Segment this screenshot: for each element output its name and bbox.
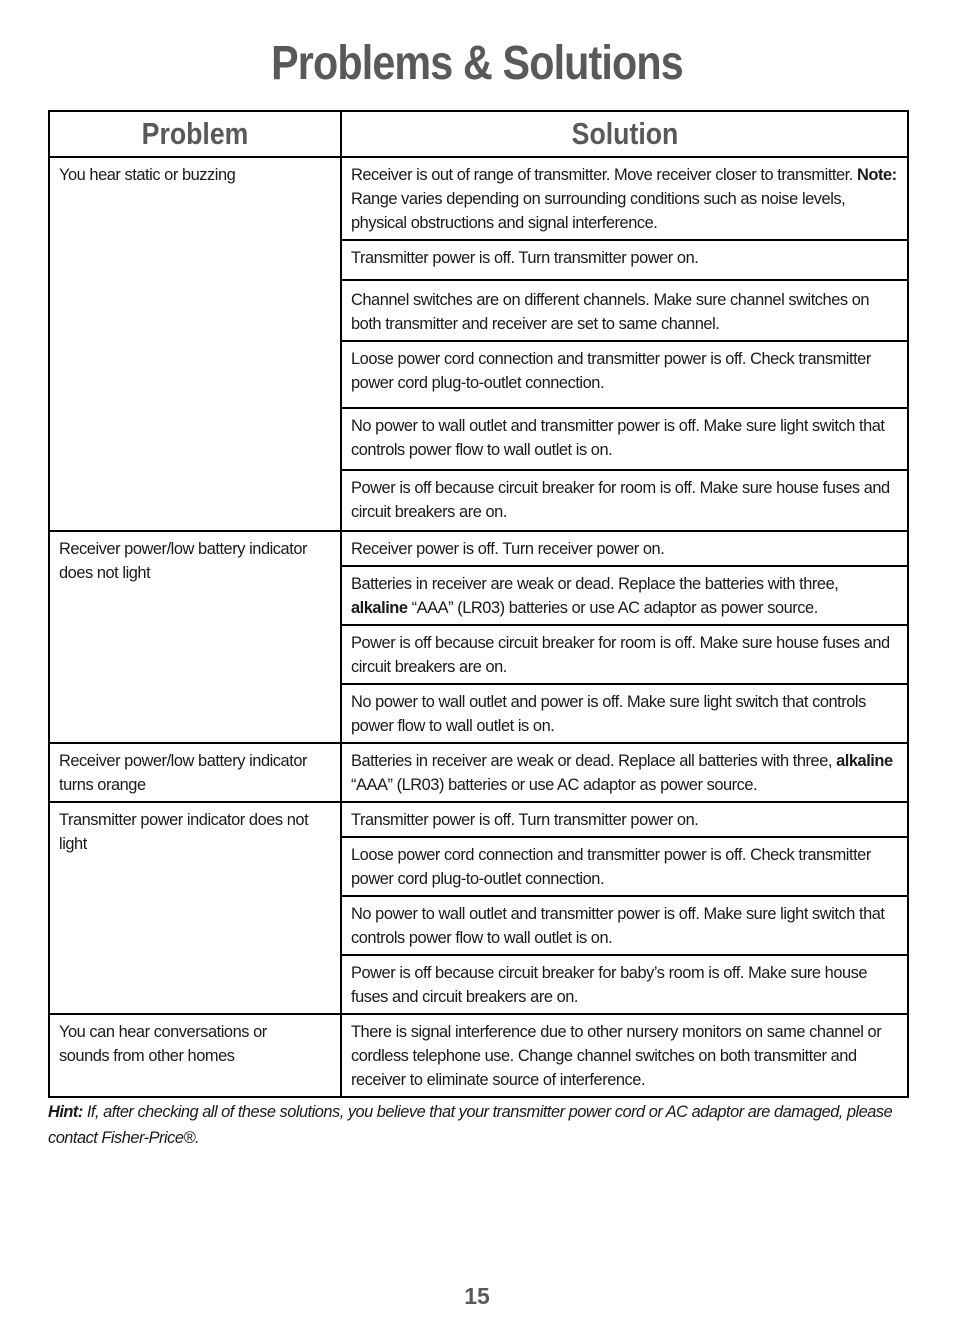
table-header-row xyxy=(49,111,908,157)
problem-cell: You hear static or buzzing xyxy=(49,157,341,531)
table-row xyxy=(49,157,908,240)
solution-cell: No power to wall outlet and transmitter power is off. Make sure light switch that controls power flow to wall outlet is on. xyxy=(341,408,908,470)
solution-cell: Receiver power is off. Turn receiver power on. xyxy=(341,531,908,566)
page-title: Problems & Solutions xyxy=(271,37,683,90)
note-label: Note: xyxy=(857,166,897,184)
hint-note xyxy=(48,1099,908,1151)
table-row xyxy=(49,802,908,837)
solution-cell: Batteries in receiver are weak or dead. Replace all batteries with three, alkaline “AAA” (LR03) batteries or use AC adaptor as power source. xyxy=(341,743,908,802)
problem-cell: You can hear conversations or sounds from other homes xyxy=(49,1014,341,1097)
problem-column-header: Problem xyxy=(49,111,341,157)
solution-column-header: Solution xyxy=(341,111,908,157)
hint-text: If, after checking all of these solutions, you believe that your transmitter power cord or AC adaptor are damaged, please contact Fisher-Price®. xyxy=(48,1103,893,1147)
solution-cell: Receiver is out of range of transmitter. Move receiver closer to transmitter. Note: Range varies depending on surrounding conditions such as noise levels, physical obstructions and signal interference. xyxy=(341,157,908,240)
table-row xyxy=(49,743,908,802)
solution-cell: Loose power cord connection and transmitter power is off. Check transmitter power cord plug-to-outlet connection. xyxy=(341,341,908,408)
hint-label: Hint: xyxy=(48,1103,83,1121)
solution-cell: Channel switches are on different channels. Make sure channel switches on both transmitter and receiver are set to same channel. xyxy=(341,280,908,341)
solution-cell: Power is off because circuit breaker for room is off. Make sure house fuses and circuit breakers are on. xyxy=(341,625,908,684)
solution-cell: No power to wall outlet and transmitter power is off. Make sure light switch that controls power flow to wall outlet is on. xyxy=(341,896,908,955)
table-row xyxy=(49,531,908,566)
problem-cell: Receiver power/low battery indicator does not light xyxy=(49,531,341,743)
solution-cell: There is signal interference due to other nursery monitors on same channel or cordless telephone use. Change channel switches on both transmitter and receiver to eliminate source of interference. xyxy=(341,1014,908,1097)
solution-cell: Transmitter power is off. Turn transmitter power on. xyxy=(341,802,908,837)
solution-cell: No power to wall outlet and power is off. Make sure light switch that controls power flow to wall outlet is on. xyxy=(341,684,908,743)
solution-cell: Batteries in receiver are weak or dead. Replace the batteries with three, alkaline “AAA” (LR03) batteries or use AC adaptor as power source. xyxy=(341,566,908,625)
solution-cell: Loose power cord connection and transmitter power is off. Check transmitter power cord plug-to-outlet connection. xyxy=(341,837,908,896)
solution-cell: Power is off because circuit breaker for baby’s room is off. Make sure house fuses and circuit breakers are on. xyxy=(341,955,908,1014)
page-number: 15 xyxy=(464,1283,490,1309)
problem-cell: Receiver power/low battery indicator turns orange xyxy=(49,743,341,802)
solution-cell: Power is off because circuit breaker for room is off. Make sure house fuses and circuit breakers are on. xyxy=(341,470,908,531)
problems-solutions-table xyxy=(48,110,909,1098)
table-row xyxy=(49,1014,908,1097)
problem-cell: Transmitter power indicator does not light xyxy=(49,802,341,1014)
solution-cell: Transmitter power is off. Turn transmitter power on. xyxy=(341,240,908,280)
